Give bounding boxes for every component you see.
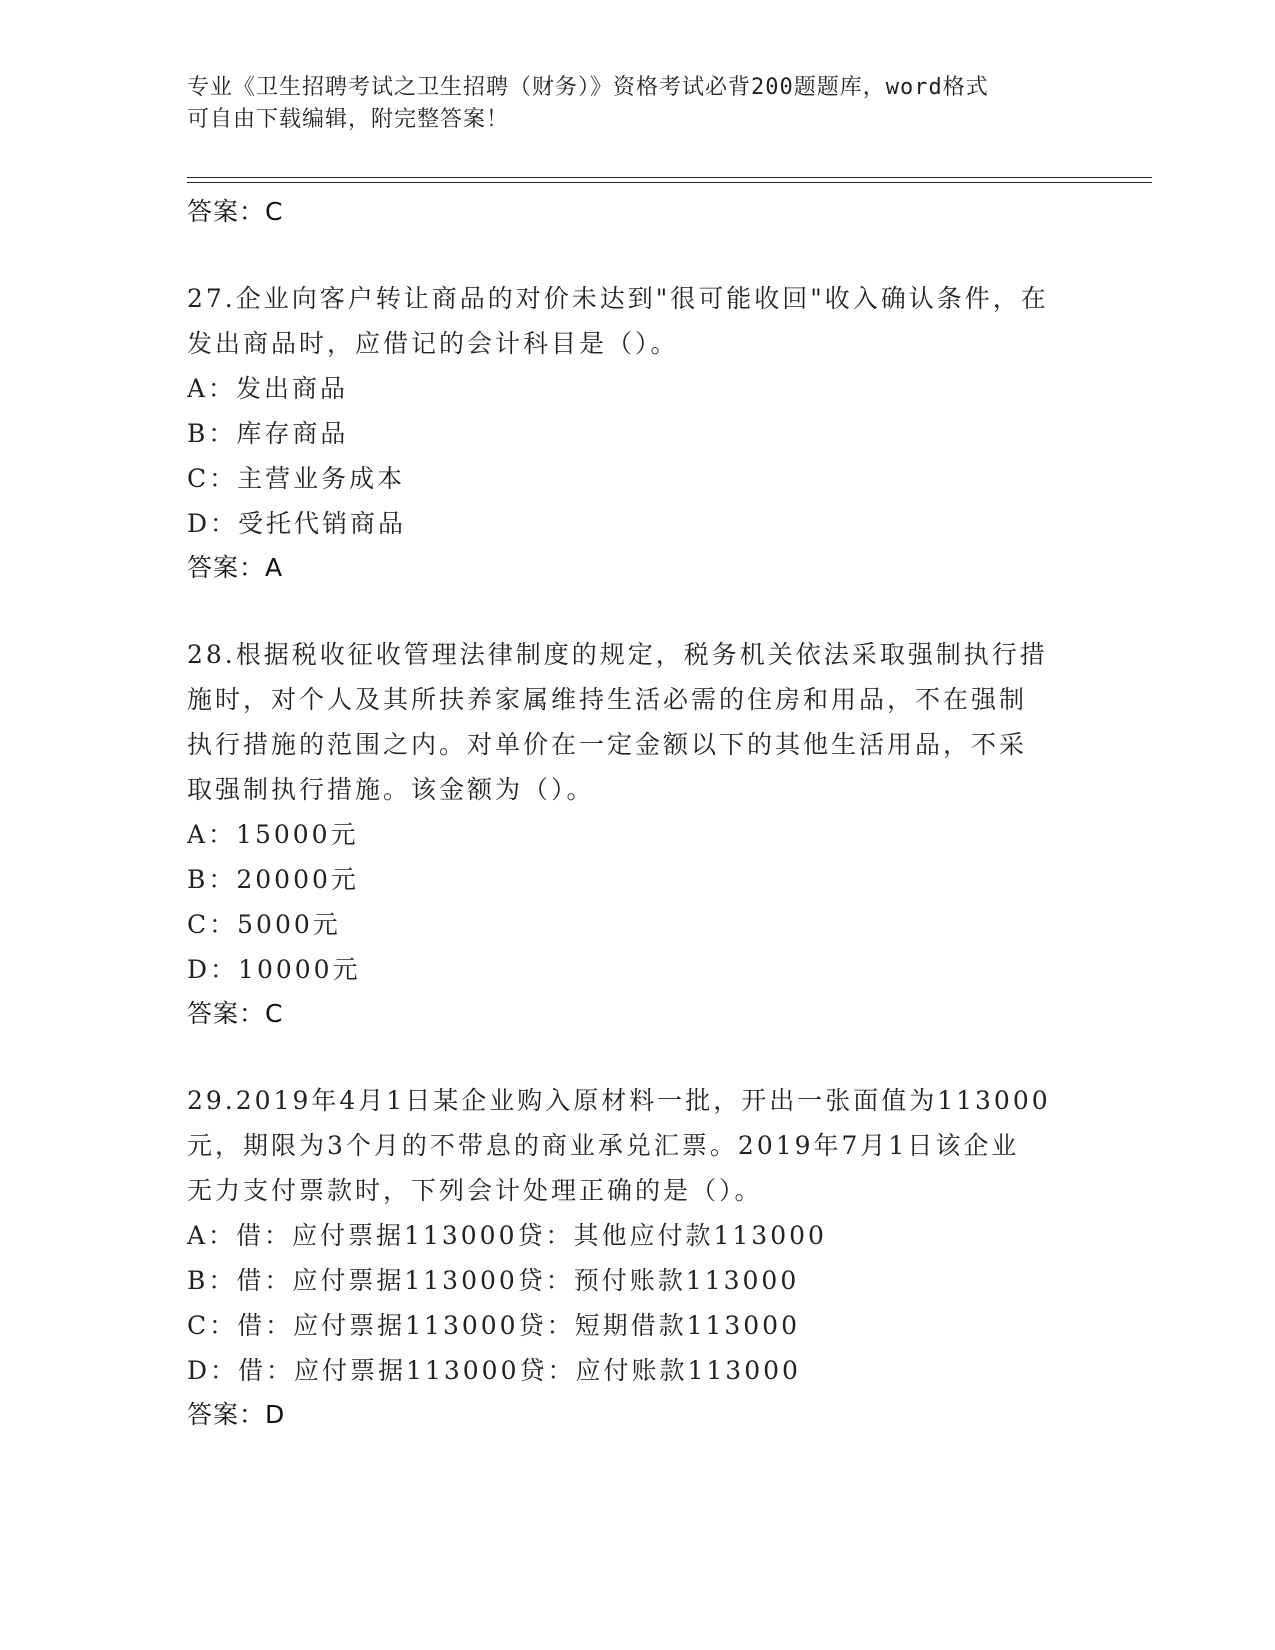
option-c: C：5000元 <box>187 910 341 939</box>
answer-label: 答案：C <box>187 999 284 1028</box>
answer-label: 答案：A <box>187 553 284 582</box>
question-text-line: 施时，对个人及其所扶养家属维持生活必需的住房和用品，不在强制 <box>187 685 1028 714</box>
question-29 <box>187 1078 1087 1437</box>
question-27 <box>187 276 1087 590</box>
option-d: D：10000元 <box>187 955 361 984</box>
header-rule-bottom <box>187 182 1152 183</box>
option-d: D：受托代销商品 <box>187 509 407 538</box>
option-b: B：借：应付票据113000贷：预付账款113000 <box>187 1266 800 1295</box>
option-c: C：借：应付票据113000贷：短期借款113000 <box>187 1311 800 1340</box>
question-text-line: 执行措施的范围之内。对单价在一定金额以下的其他生活用品，不采 <box>187 730 1028 759</box>
question-text-line: 元，期限为3个月的不带息的商业承兑汇票。2019年7月1日该企业 <box>187 1131 1020 1160</box>
header-line-2: 可自由下载编辑，附完整答案！ <box>187 107 510 132</box>
option-a: A：发出商品 <box>187 374 349 403</box>
answer-label: 答案：D <box>187 1400 286 1429</box>
question-text-line: 无力支付票款时，下列会计处理正确的是（）。 <box>187 1176 763 1205</box>
question-28 <box>187 632 1087 1036</box>
question-text-line: 28.根据税收征收管理法律制度的规定，税务机关依法采取强制执行措 <box>187 640 1048 669</box>
option-c: C：主营业务成本 <box>187 464 406 493</box>
option-a: A：借：应付票据113000贷：其他应付款113000 <box>187 1221 827 1250</box>
option-b: B：库存商品 <box>187 419 349 448</box>
option-a: A：15000元 <box>187 820 359 849</box>
option-d: D：借：应付票据113000贷：应付账款113000 <box>187 1356 801 1385</box>
question-text-line: 取强制执行措施。该金额为（）。 <box>187 775 595 804</box>
option-b: B：20000元 <box>187 865 359 894</box>
header-rule-top <box>187 177 1152 178</box>
document-body <box>187 190 1087 1437</box>
question-text-line: 27.企业向客户转让商品的对价未达到"很可能收回"收入确认条件，在 <box>187 284 1049 313</box>
question-text-line: 29.2019年4月1日某企业购入原材料一批，开出一张面值为113000 <box>187 1086 1051 1115</box>
question-text-line: 发出商品时，应借记的会计科目是（）。 <box>187 329 679 358</box>
answer-label: 答案：C <box>187 197 284 226</box>
header-line-1: 专业《卫生招聘考试之卫生招聘（财务）》资格考试必背200题题库，word格式 <box>187 75 989 100</box>
document-header <box>187 72 1067 136</box>
